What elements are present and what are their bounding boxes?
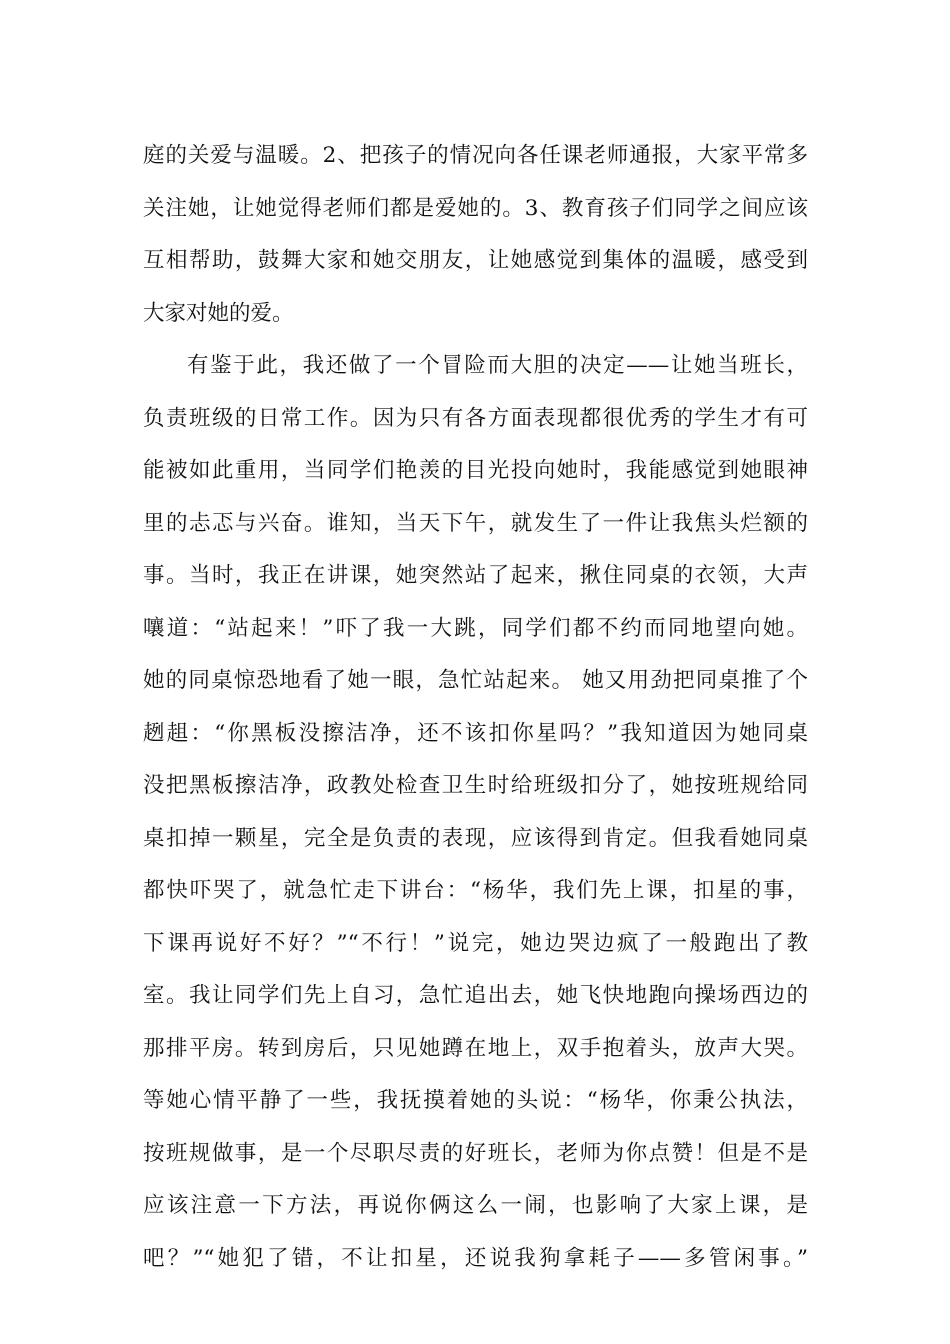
text-line: 庭的关爱与温暖。2、把孩子的情况向各任课老师通报，大家平常多 — [143, 143, 808, 168]
text-line: 嚷道：“站起来！”吓了我一大跳，同学们都不约而同地望向她。 — [143, 615, 808, 641]
text-line: 有鉴于此，我还做了一个冒险而大胆的决定——让她当班长， — [187, 353, 808, 378]
paragraph-2 — [143, 340, 808, 1285]
text-line: 吧？”“她犯了错，不让扣星，还说我狗拿耗子——多管闲事。” — [143, 1245, 808, 1271]
text-line: 互相帮助，鼓舞大家和她交朋友，让她感觉到集体的温暖，感受到 — [143, 248, 808, 273]
text-line: 桌扣掉一颗星，完全是负责的表现，应该得到肯定。但我看她同桌 — [143, 825, 808, 851]
document-body — [143, 130, 808, 1285]
text-line: 应该注意一下方法，再说你俩这么一闹，也影响了大家上课，是 — [143, 1193, 808, 1218]
text-line: 关注她，让她觉得老师们都是爱她的。3、教育孩子们同学之间应该 — [143, 195, 808, 221]
text-line: 室。我让同学们先上自习，急忙追出去，她飞快地跑向操场西边的 — [143, 983, 808, 1008]
text-line: 趔趄：“你黑板没擦洁净，还不该扣你星吗？”我知道因为她同桌 — [143, 720, 808, 746]
paragraph-1 — [143, 130, 808, 340]
text-line: 都快吓哭了，就急忙走下讲台：“杨华，我们先上课，扣星的事， — [143, 878, 808, 903]
text-line: 那排平房。转到房后，只见她蹲在地上，双手抱着头，放声大哭。 — [143, 1035, 808, 1061]
text-line: 负责班级的日常工作。因为只有各方面表现都很优秀的学生才有可 — [143, 405, 808, 431]
text-line: 能被如此重用，当同学们艳羡的目光投向她时，我能感觉到她眼神 — [143, 458, 808, 483]
text-line: 事。当时，我正在讲课，她突然站了起来，揪住同桌的衣领，大声 — [143, 563, 808, 588]
text-line: 下课再说好不好？”“不行！”说完，她边哭边疯了一般跑出了教 — [143, 930, 808, 956]
text-line: 没把黑板擦洁净，政教处检查卫生时给班级扣分了，她按班规给同 — [143, 773, 808, 798]
text-line: 等她心情平静了一些，我抚摸着她的头说：“杨华，你秉公执法， — [143, 1088, 808, 1113]
text-line: 她的同桌惊恐地看了她一眼，急忙站起来。 她又用劲把同桌推了个 — [143, 668, 808, 693]
text-line: 大家对她的爱。 — [143, 300, 294, 326]
text-line: 里的忐忑与兴奋。谁知，当天下午，就发生了一件让我焦头烂额的 — [143, 510, 808, 536]
text-line: 按班规做事，是一个尽职尽责的好班长，老师为你点赞！但是不是 — [143, 1140, 808, 1166]
